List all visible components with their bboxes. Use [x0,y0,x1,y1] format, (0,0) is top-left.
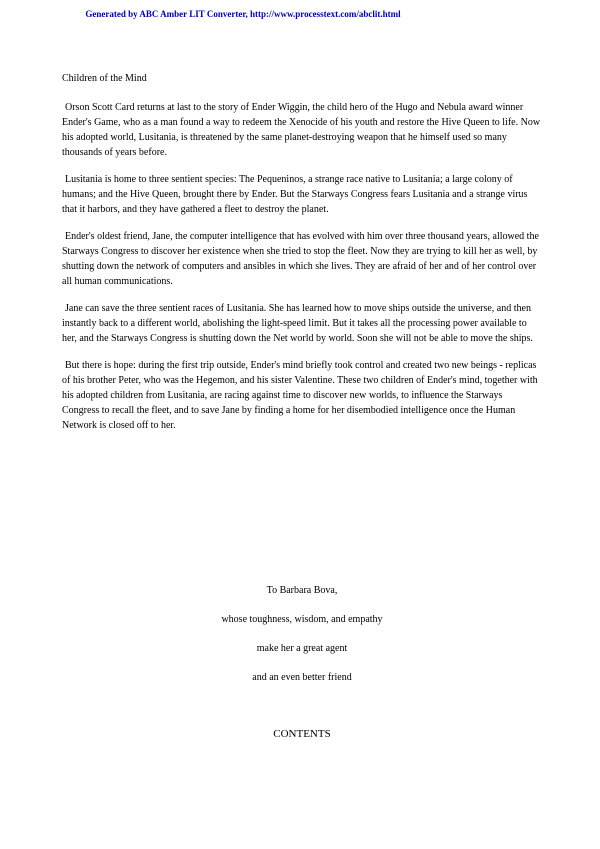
synopsis-paragraph-3: Ender's oldest friend, Jane, the computer intelligence that has evolved with him over three thousand years, allowed the Starways Congress to discover her existence when she tried to stop the fleet. Now they are trying to kill her as well, by shutting down the network of computers and ansibles in which she lives. They are afraid of her and of her control over all human communications. [62,231,539,287]
book-title: Children of the Mind [62,73,147,84]
dedication-line-4: and an even better friend [252,672,352,683]
generator-link[interactable]: Generated by ABC Amber LIT Converter, http://www.processtext.com/abclit.html [85,9,401,19]
generator-header [0,0,486,21]
dedication-line-3: make her a great agent [256,643,348,654]
contents-heading: CONTENTS [273,728,331,740]
synopsis-paragraph-4: Jane can save the three sentient races of Lusitania. She has learned how to move ships outside the universe, and then instantly back to a different world, abolishing the light-speed limit. But it takes all the processing power available to her, and the Starways Congress is shutting down the Net world by world. Soon she will not be able to move the ships. [62,303,533,344]
dedication-line-1: To Barbara Bova, [266,585,338,596]
dedication-line-2: whose toughness, wisdom, and empathy [221,614,383,625]
synopsis-paragraph-1: Orson Scott Card returns at last to the story of Ender Wiggin, the child hero of the Hugo and Nebula award winner Ender's Game, who as a man found a way to redeem the Xenocide of his youth and restore the Hive Queen to life. Now his adopted world, Lusitania, is threatened by the same planet-destroying weapon that he himself used so many thousands of years before. [62,102,541,158]
synopsis-paragraph-2: Lusitania is home to three sentient species: The Pequeninos, a strange race native to Lusitania; a large colony of humans; and the Hive Queen, brought there by Ender. But the Starways Congress fears Lusitania and a strange virus that it harbors, and they have gathered a fleet to destroy the planet. [62,174,528,215]
document-body [62,71,542,742]
synopsis-paragraph-5: But there is hope: during the first trip outside, Ender's mind briefly took control and created two new beings - replicas of his brother Peter, who was the Hegemon, and his sister Valentine. These two children of Ender's mind, together with his adopted children from Lusitania, are racing against time to discover new worlds, to influence the Starways Congress to recall the fleet, and to save Jane by finding a home for her disembodied intelligence once the Human Network is closed off to her. [62,360,538,431]
dedication-block [62,583,542,685]
